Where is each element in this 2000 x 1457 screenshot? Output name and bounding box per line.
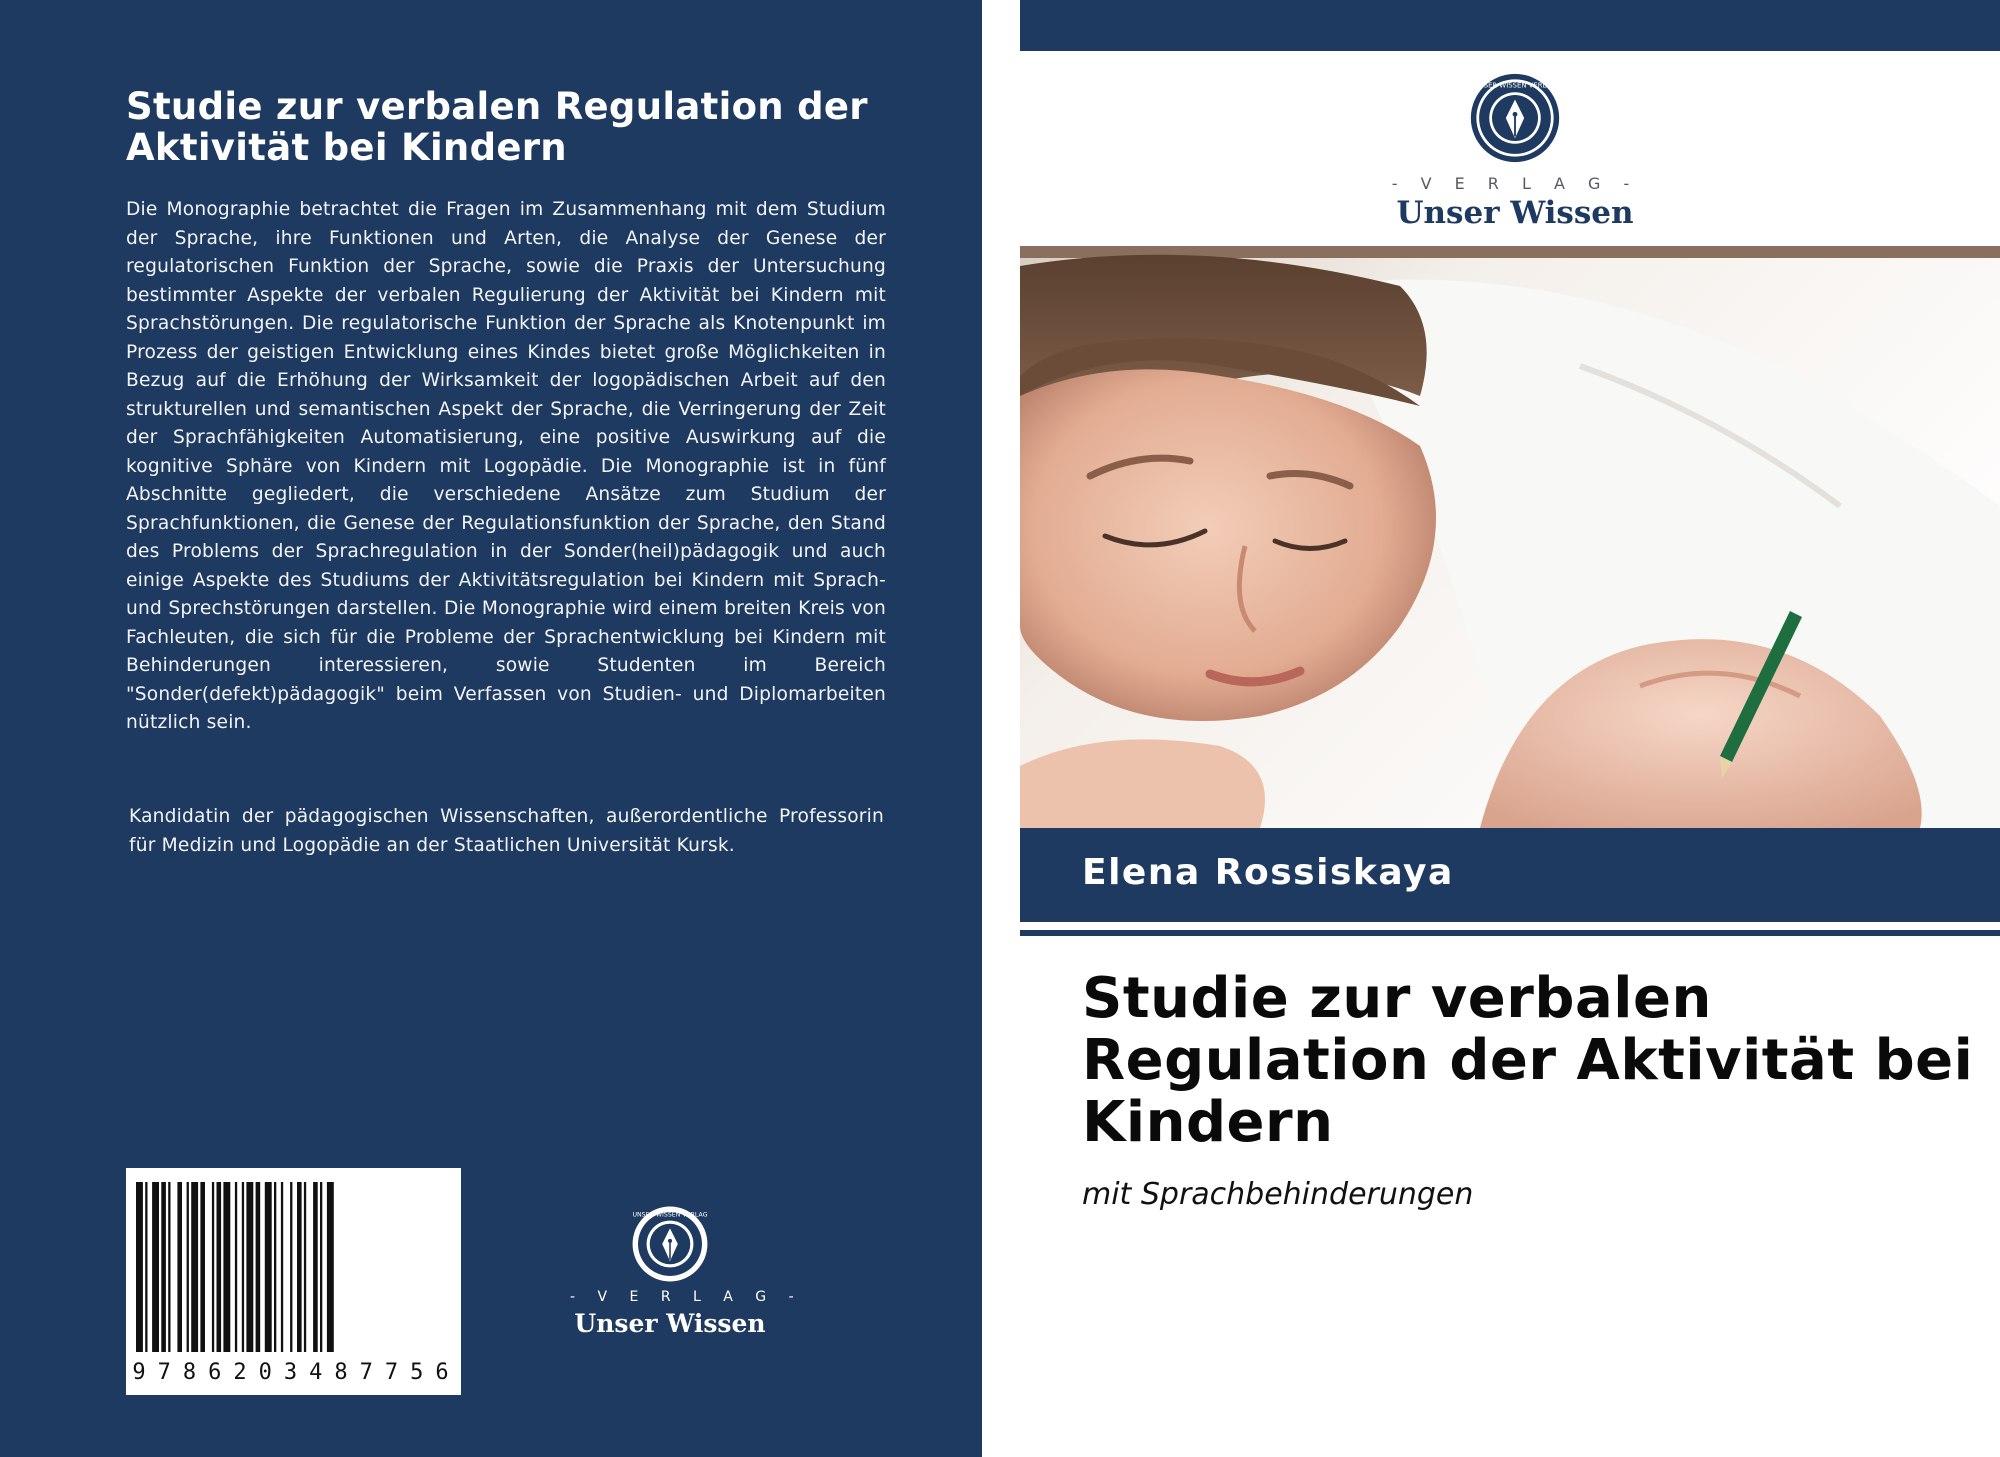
back-cover-title: Studie zur verbalen Regulation der Aktivität bei Kindern (126, 85, 868, 169)
barcode-bar (152, 1182, 159, 1352)
svg-text:UNSER WISSEN VERLAG: UNSER WISSEN VERLAG (632, 1211, 708, 1219)
barcode-bar (246, 1182, 253, 1352)
author-bio: Kandidatin der pädagogischen Wissenschaften, außerordentliche Professorin für Medizin und Logopädie an der Staatlichen Universität Kursk. (129, 806, 884, 856)
barcode-bar (242, 1182, 244, 1352)
barcode-bar (281, 1182, 283, 1352)
barcode-bar (274, 1182, 276, 1352)
child-writing-photo (1020, 246, 2000, 828)
isbn-digits: 9786203487756 (132, 1360, 461, 1385)
barcode-bar (256, 1182, 261, 1352)
isbn-barcode (126, 1168, 461, 1395)
barcode-bar (327, 1182, 334, 1352)
pen-nib-seal-icon (1469, 72, 1561, 164)
barcode-bar (136, 1182, 143, 1352)
pen-nib-seal-icon (631, 1205, 709, 1283)
publisher-name: Unser Wissen (1396, 195, 1634, 231)
verlag-label: - V E R L A G - (1391, 174, 1639, 193)
author-band (1020, 828, 2000, 922)
front-cover-title: Studie zur verbalen Regulation der Aktivität bei Kindern (1082, 966, 1974, 1155)
publisher-logo-front (1370, 72, 1660, 231)
barcode-bar (223, 1182, 230, 1352)
barcode-bar (191, 1182, 198, 1352)
divider (1020, 930, 2000, 936)
barcode-bar (320, 1182, 322, 1352)
author-name: Elena Rossiskaya (1082, 852, 1454, 893)
back-cover (0, 0, 982, 1457)
barcode-bar (145, 1182, 147, 1352)
barcode-bar (187, 1182, 189, 1352)
barcode-bar (304, 1182, 306, 1352)
barcode-bar (235, 1182, 237, 1352)
barcode-bar (177, 1182, 182, 1352)
barcode-bar (161, 1182, 166, 1352)
verlag-label: - V E R L A G - (570, 1289, 803, 1305)
svg-text:UNSER WISSEN VERLAG: UNSER WISSEN VERLAG (1473, 81, 1557, 90)
top-bar (1020, 0, 2000, 51)
publisher-name: Unser Wissen (574, 1309, 766, 1338)
barcode-bar (265, 1182, 272, 1352)
front-cover (1020, 0, 2000, 1457)
barcode-bar (200, 1182, 205, 1352)
barcode-bar (168, 1182, 170, 1352)
barcode-bar (297, 1182, 302, 1352)
barcode-bar (212, 1182, 214, 1352)
barcode-bar (290, 1182, 292, 1352)
publisher-logo-back (570, 1205, 803, 1338)
back-cover-blurb: Die Monographie betrachtet die Fragen im Zusammenhang mit dem Studium der Sprache, ihre Funktionen und Arten, die Analyse der Genese der regulatorischen Funktion der Sprache, sowie die Praxis der Untersuchung bestimmter Aspekte der verbalen Regulierung der Aktivität bei Kindern mit Sprachstörungen. Die regulatorische Funktion der Sprache als Knotenpunkt im Prozess der geistigen Entwicklung eines Kindes bietet große Möglichkeiten in Bezug auf die Erhöhung der Wirksamkeit der logopädischen Arbeit auf den strukturellen und semantischen Aspekt der Sprache, die Verringerung der Zeit der Sprachfähigkeiten Automatisierung, eine positive Auswirkung auf die kognitive Sphäre von Kindern mit Logopädie. Die Monographie ist in fünf Abschnitte gegliedert, die verschiedene Ansätze zum Studium der Sprachfunktionen, die Genese der Regulationsfunktion der Sprache, den Stand des Problems der Sprachregulation in der Sonder(heil)pädagogik und auch einige Aspekte des Studiums der Aktivitätsregulation bei Kindern mit Sprach- und Sprechstörungen darstellen. Die Monographie wird einem breiten Kreis von Fachleuten, die sich für die Probleme der Sprachentwicklung bei Kindern mit Behinderungen interessieren, sowie Studenten im Bereich "Sonder(defekt)pädagogik" beim Verfassen von Studien- und Diplomarbeiten nützlich sein. (126, 199, 886, 733)
barcode-bar (217, 1182, 222, 1352)
front-cover-subtitle: mit Sprachbehinderungen (1082, 1177, 1474, 1212)
barcode-bar (313, 1182, 318, 1352)
